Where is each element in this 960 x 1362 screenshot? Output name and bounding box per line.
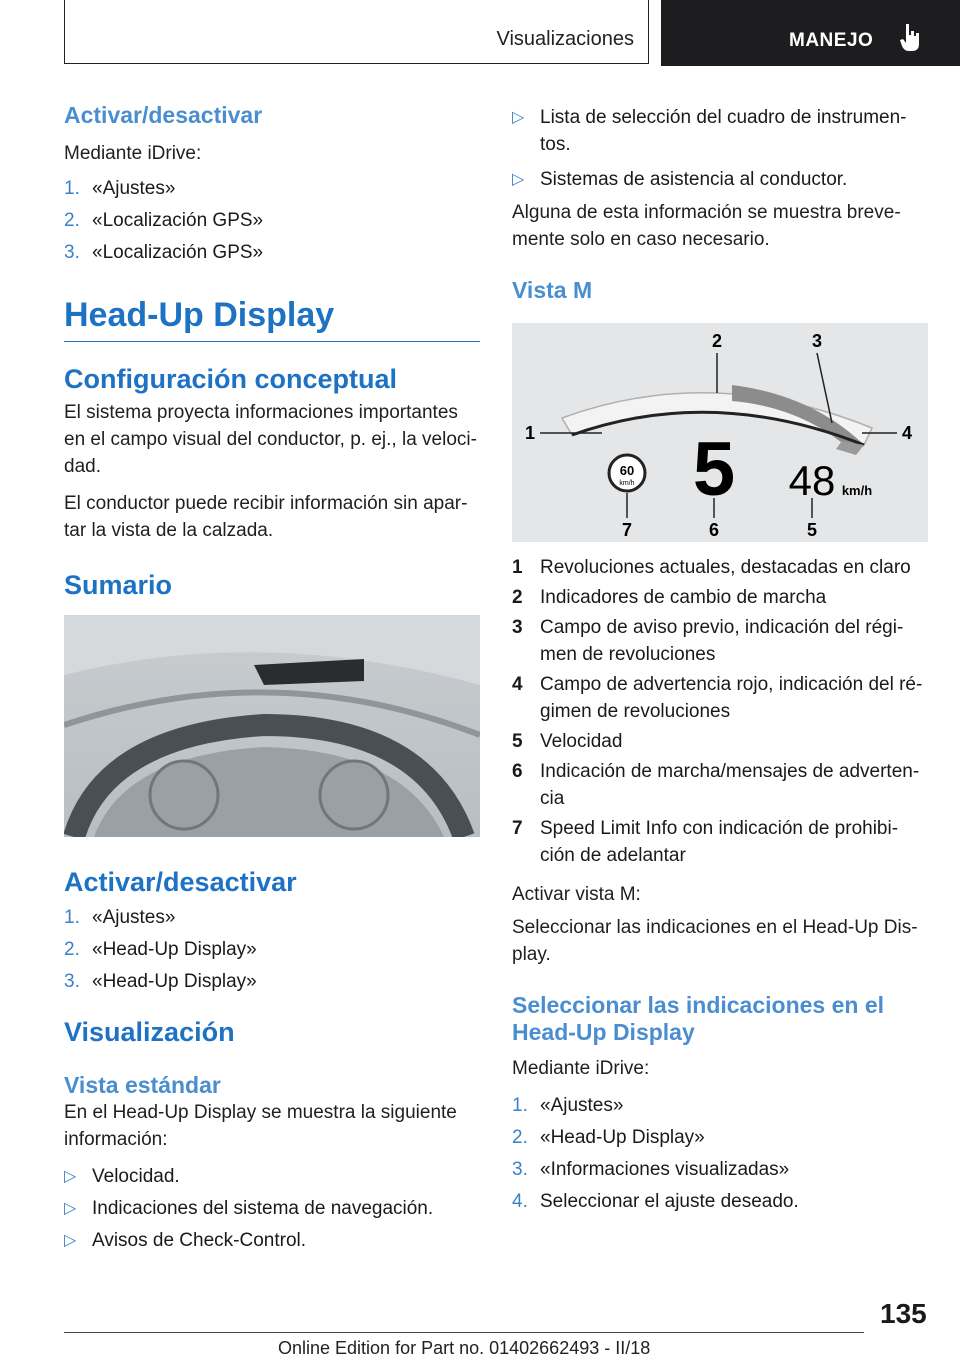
list-item: 1. «Ajustes» [64,906,176,928]
activate-label: Activar vista M: [512,883,641,905]
gear-indicator: 5 [692,426,736,512]
section-title-activate-gps: Activar/desactivar [64,102,263,128]
section-title-activate-hud: Activar/desactivar [64,866,297,897]
list-item: 2. «Head-Up Display» [512,1126,705,1148]
list-item: 1. «Ajustes» [512,1094,624,1116]
list-item: ▷ Lista de selección del cuadro de instrumen-tos. [512,104,928,158]
header-chapter-title: MANEJO [789,30,874,51]
section-title-select-indications: Seleccionar las indicaciones en el Head-Up Display [512,991,885,1046]
triangle-bullet-icon: ▷ [64,1200,77,1218]
intro-text: Mediante iDrive: [64,142,202,164]
section-title-standard-view: Vista estándar [64,1071,221,1098]
vista-m-figure [512,323,928,542]
section-title-vista-m: Vista M [512,277,593,303]
section-title-concept: Configuración conceptual [64,363,398,394]
section-title-sumario: Sumario [64,569,173,600]
legend-item: 5 Velocidad [512,730,623,752]
header-section-title: Visualizaciones [496,28,634,50]
standard-intro: En el Head-Up Display se muestra la siguiente información: [64,1102,457,1151]
callout-4: 4 [901,422,913,443]
list-item: 2. «Head-Up Display» [64,938,257,960]
callout-6: 6 [708,519,720,540]
list-item: 4. Seleccionar el ajuste deseado. [512,1190,799,1212]
footer-divider [64,1332,864,1333]
legend-item: 4 Campo de advertencia rojo, indicación del ré-gimen de revoluciones [512,673,923,722]
legend-item: 2 Indicadores de cambio de marcha [512,586,827,608]
callout-7: 7 [621,519,633,540]
legend-list [512,554,928,869]
callout-2: 2 [711,330,723,351]
list-item: ▷ Avisos de Check-Control. [64,1227,480,1254]
steering-hand-icon [897,22,923,54]
list-item: ▷ Indicaciones del sistema de navegación. [64,1195,480,1222]
left-column [64,100,480,1259]
list-item: ▷ Velocidad. [64,1163,480,1190]
speed-limit-value: 60 [619,462,635,478]
triangle-bullet-icon: ▷ [64,1232,77,1250]
speed-unit: km/h [841,482,873,498]
list-item: ▷ Sistemas de asistencia al conductor. [512,166,928,193]
legend-item: 3 Campo de aviso previo, indicación del régi-men de revoluciones [512,616,904,665]
triangle-bullet-icon: ▷ [512,109,525,126]
triangle-bullet-icon: ▷ [64,1168,77,1186]
speed-value: 48 [788,456,836,504]
note-paragraph: Alguna de esta información se muestra breve-mente solo en caso necesario. [512,202,901,250]
legend-item: 6 Indicación de marcha/mensajes de adverten-cia [512,760,920,809]
callout-3: 3 [811,330,823,351]
page-number: 135 [880,1298,927,1329]
legend-item: 1 Revoluciones actuales, destacadas en claro [512,556,911,578]
footer-edition: Online Edition for Part no. 01402662493 - II/18 [278,1338,651,1358]
triangle-bullet-icon: ▷ [512,171,525,188]
callout-1: 1 [524,422,536,443]
concept-paragraph: El sistema proyecta informaciones importantes en el campo visual del conductor, p. ej., la veloci-dad. [64,401,477,477]
list-item: 3. «Informaciones visualizadas» [512,1158,790,1180]
list-item: 2. «Localización GPS» [64,209,264,231]
legend-item: 7 Speed Limit Info con indicación de prohibi-ción de adelantar [512,817,899,866]
section-title-visualizacion: Visualización [64,1016,235,1047]
select-intro: Mediante iDrive: [512,1057,650,1079]
hud-dashboard-photo [64,615,480,837]
list-item: 3. «Localización GPS» [64,241,264,263]
header-section-box [64,0,649,64]
header-chapter-tab [661,0,960,66]
callout-5: 5 [806,519,818,540]
page-title: Head-Up Display [64,296,480,342]
right-column [512,104,928,1220]
list-item: 1. «Ajustes» [64,177,176,199]
speed-limit-unit: km/h [619,479,635,487]
activate-paragraph: Seleccionar las indicaciones en el Head-Up Dis-play. [512,916,918,965]
concept-paragraph: El conductor puede recibir información sin apar-tar la vista de la calzada. [64,492,468,541]
list-item: 3. «Head-Up Display» [64,970,257,992]
